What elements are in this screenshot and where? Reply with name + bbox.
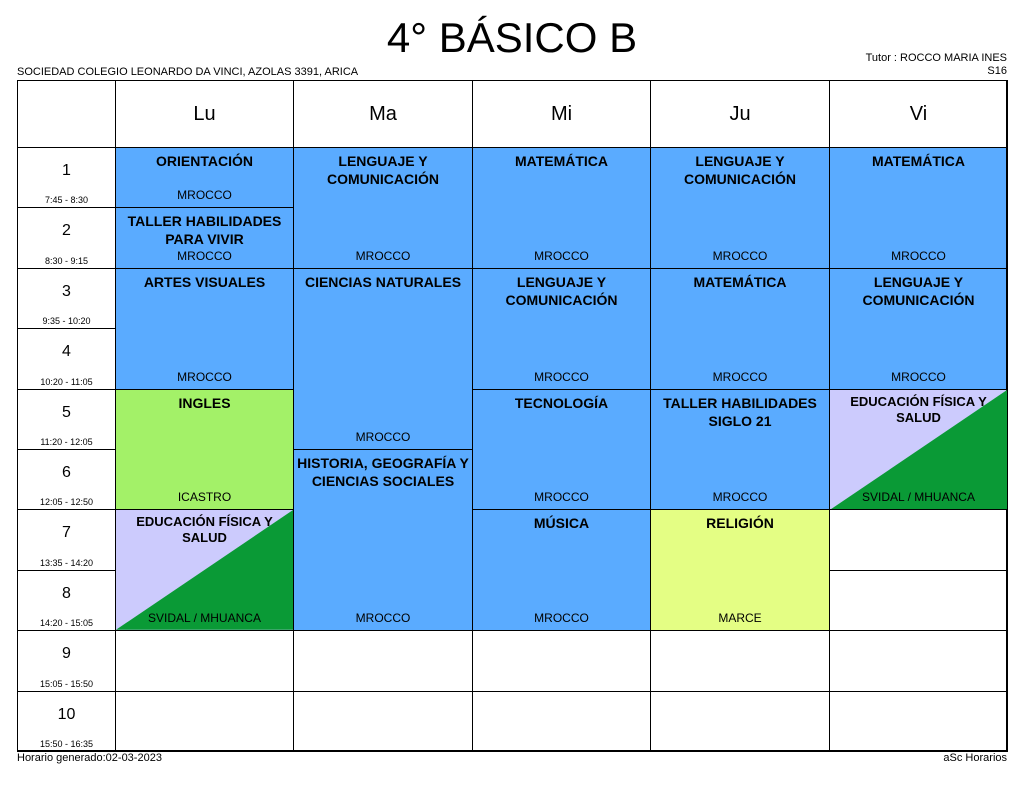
lesson-subject: CIENCIAS NATURALES bbox=[304, 273, 462, 290]
lesson-subject: LENGUAJE Y COMUNICACIÓN bbox=[684, 153, 796, 187]
empty-slot bbox=[115, 691, 294, 752]
period-number: 3 bbox=[62, 282, 71, 300]
day-header-vi: Vi bbox=[829, 80, 1008, 148]
lesson-teacher: MROCCO bbox=[355, 248, 411, 263]
lesson-block[interactable] bbox=[650, 268, 830, 390]
lesson-subject: TALLER HABILIDADES PARA VIVIR bbox=[127, 213, 282, 248]
period-number: 2 bbox=[62, 222, 71, 240]
lesson-block[interactable] bbox=[829, 389, 1008, 511]
period-header bbox=[17, 509, 116, 570]
empty-slot bbox=[829, 630, 1008, 691]
schedule-code: S16 bbox=[987, 65, 1007, 77]
lesson-block[interactable] bbox=[293, 147, 473, 269]
lesson-teacher: MROCCO bbox=[177, 248, 232, 263]
period-number: 7 bbox=[62, 524, 71, 542]
period-time: 7:45 - 8:30 bbox=[44, 195, 89, 206]
lesson-teacher: MROCCO bbox=[534, 369, 589, 384]
period-header bbox=[17, 570, 116, 631]
period-time: 15:05 - 15:50 bbox=[39, 678, 94, 689]
period-number: 6 bbox=[62, 464, 71, 481]
lesson-subject: INGLES bbox=[178, 394, 231, 411]
period-header bbox=[17, 449, 116, 510]
period-time: 8:30 - 9:15 bbox=[44, 255, 89, 266]
lesson-block[interactable] bbox=[472, 509, 651, 631]
lesson-block[interactable] bbox=[293, 449, 473, 631]
lesson-subject: LENGUAJE Y COMUNICACIÓN bbox=[505, 273, 618, 308]
lesson-subject: HISTORIA, GEOGRAFÍA Y CIENCIAS SOCIALES bbox=[297, 455, 469, 489]
lesson-subject: EDUCACIÓN FÍSICA Y SALUD bbox=[850, 393, 987, 425]
lesson-block[interactable] bbox=[115, 207, 294, 268]
lesson-teacher: MROCCO bbox=[355, 429, 411, 444]
lesson-teacher: MROCCO bbox=[355, 611, 411, 626]
period-header bbox=[17, 268, 116, 329]
lesson-subject: TALLER HABILIDADES SIGLO 21 bbox=[663, 394, 817, 429]
timetable-grid bbox=[17, 80, 1007, 751]
lesson-subject: ORIENTACIÓN bbox=[156, 153, 253, 169]
lesson-teacher: MROCCO bbox=[534, 611, 589, 626]
lesson-teacher: MROCCO bbox=[177, 369, 232, 384]
lesson-teacher: MROCCO bbox=[712, 248, 768, 263]
period-header bbox=[17, 328, 116, 389]
lesson-teacher: MARCE bbox=[718, 611, 762, 626]
lesson-block[interactable] bbox=[115, 268, 294, 390]
software-credit: aSc Horarios bbox=[943, 752, 1007, 764]
lesson-block[interactable] bbox=[115, 389, 294, 511]
lesson-teacher: SVIDAL / MHUANCA bbox=[148, 611, 261, 626]
period-number: 9 bbox=[62, 645, 71, 663]
lesson-subject: EDUCACIÓN FÍSICA Y SALUD bbox=[136, 514, 273, 546]
tutor-name: Tutor : ROCCO MARIA INES bbox=[865, 52, 1007, 64]
lesson-block[interactable] bbox=[115, 509, 294, 631]
lesson-block[interactable] bbox=[829, 268, 1008, 390]
empty-slot bbox=[115, 630, 294, 691]
lesson-teacher: MROCCO bbox=[712, 369, 768, 384]
period-header bbox=[17, 389, 116, 450]
lesson-subject: MÚSICA bbox=[533, 515, 590, 532]
lesson-teacher: ICASTRO bbox=[177, 490, 232, 505]
lesson-subject: LENGUAJE Y COMUNICACIÓN bbox=[862, 273, 975, 308]
period-time: 14:20 - 15:05 bbox=[39, 618, 94, 629]
period-header bbox=[17, 691, 116, 752]
period-time: 13:35 - 14:20 bbox=[39, 557, 94, 568]
page-title: 4° BÁSICO B bbox=[386, 14, 638, 61]
period-time: 10:20 - 11:05 bbox=[40, 376, 93, 387]
period-header bbox=[17, 147, 116, 208]
empty-slot bbox=[293, 630, 473, 691]
lesson-block[interactable] bbox=[650, 509, 830, 631]
day-header-ju: Ju bbox=[650, 80, 830, 148]
empty-slot bbox=[829, 570, 1008, 631]
lesson-teacher: MROCCO bbox=[891, 248, 946, 263]
period-number: 10 bbox=[57, 705, 76, 723]
lesson-teacher: MROCCO bbox=[534, 490, 589, 505]
lesson-subject: LENGUAJE Y COMUNICACIÓN bbox=[327, 153, 439, 187]
period-number: 1 bbox=[62, 162, 71, 179]
period-header bbox=[17, 630, 116, 691]
day-header-ma: Ma bbox=[293, 80, 473, 148]
lesson-subject: MATEMÁTICA bbox=[514, 153, 609, 169]
period-time: 15:50 - 16:35 bbox=[39, 738, 94, 749]
empty-slot bbox=[829, 691, 1008, 752]
lesson-teacher: MROCCO bbox=[891, 369, 946, 384]
empty-slot bbox=[472, 691, 651, 752]
lesson-teacher: MROCCO bbox=[534, 248, 589, 263]
period-header bbox=[17, 207, 116, 268]
lesson-block[interactable] bbox=[472, 268, 651, 390]
day-header-mi: Mi bbox=[472, 80, 651, 148]
lesson-subject: RELIGIÓN bbox=[706, 515, 774, 532]
lesson-block[interactable] bbox=[472, 389, 651, 511]
lesson-teacher: SVIDAL / MHUANCA bbox=[862, 490, 975, 505]
period-number: 8 bbox=[62, 584, 71, 602]
period-number: 4 bbox=[62, 343, 71, 361]
school-name: SOCIEDAD COLEGIO LEONARDO DA VINCI, AZOLAS 3391, ARICA bbox=[17, 66, 359, 78]
lesson-block[interactable] bbox=[293, 268, 473, 450]
day-header-lu: Lu bbox=[115, 80, 294, 148]
lesson-block[interactable] bbox=[650, 147, 830, 269]
empty-slot bbox=[650, 630, 830, 691]
tutor-info bbox=[866, 52, 1007, 78]
lesson-block[interactable] bbox=[650, 389, 830, 511]
period-time: 9:35 - 10:20 bbox=[42, 316, 91, 327]
lesson-subject: ARTES VISUALES bbox=[143, 273, 266, 290]
period-time: 11:20 - 12:05 bbox=[40, 436, 93, 447]
empty-slot bbox=[293, 691, 473, 752]
generated-date: Horario generado:02-03-2023 bbox=[17, 752, 162, 764]
lesson-block[interactable] bbox=[829, 147, 1008, 269]
empty-slot bbox=[472, 630, 651, 691]
lesson-teacher: MROCCO bbox=[177, 188, 232, 203]
lesson-subject: TECNOLOGÍA bbox=[514, 394, 609, 411]
lesson-block[interactable] bbox=[115, 147, 294, 208]
lesson-subject: MATEMÁTICA bbox=[871, 153, 966, 169]
period-time: 12:05 - 12:50 bbox=[39, 497, 94, 508]
lesson-subject: MATEMÁTICA bbox=[693, 273, 787, 290]
lesson-block[interactable] bbox=[472, 147, 651, 269]
empty-slot bbox=[829, 509, 1008, 570]
corner-cell bbox=[17, 80, 116, 148]
empty-slot bbox=[650, 691, 830, 752]
lesson-teacher: MROCCO bbox=[712, 490, 768, 505]
period-number: 5 bbox=[62, 403, 71, 421]
